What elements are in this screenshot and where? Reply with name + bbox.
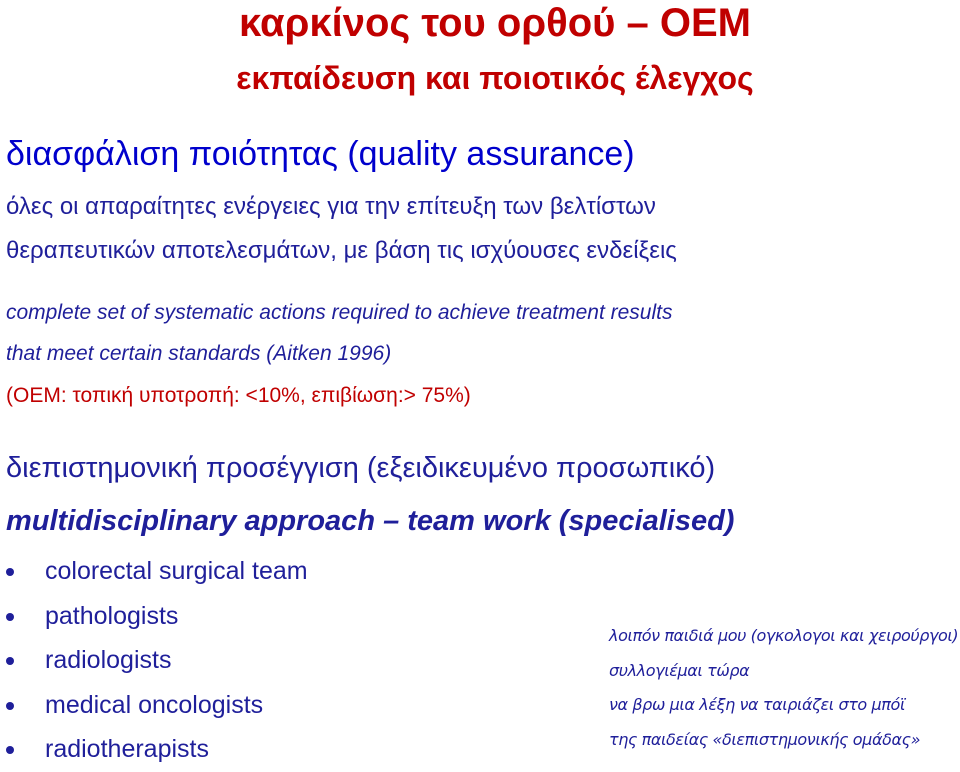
handwritten-note-line-4: της παιδείας «διεπιστημονικής ομάδας» bbox=[609, 730, 921, 749]
list-item bbox=[0, 549, 308, 594]
english-definition-line-2: that meet certain standards (Aitken 1996) bbox=[6, 342, 392, 365]
multidisciplinary-english-heading: multidisciplinary approach – team work (specialised) bbox=[6, 505, 735, 537]
list-item-label: medical oncologists bbox=[45, 690, 264, 719]
list-item-label: radiologists bbox=[45, 646, 172, 674]
handwritten-note-line-2: συλλογιέμαι τώρα bbox=[609, 661, 750, 680]
slide-subtitle: εκπαίδευση και ποιοτικός έλεγχος bbox=[236, 60, 754, 96]
list-item-label: pathologists bbox=[45, 601, 179, 630]
bullet-icon bbox=[6, 568, 14, 576]
bullet-icon bbox=[6, 702, 14, 710]
list-item bbox=[0, 683, 308, 728]
bullet-icon bbox=[6, 746, 14, 754]
slide-title: καρκίνος του ορθού – ΟΕΜ bbox=[239, 1, 751, 45]
list-item-label: radiotherapists bbox=[45, 735, 209, 763]
greek-definition-line-2: θεραπευτικών αποτελεσμάτων, με βάση τις ισχύουσες ενδείξεις bbox=[6, 237, 677, 264]
list-item bbox=[0, 727, 308, 772]
oem-stats-line: (ΟΕΜ: τοπική υποτροπή: <10%, επιβίωση:> 75%) bbox=[6, 384, 471, 407]
team-list bbox=[0, 549, 308, 772]
multidisciplinary-greek-heading: διεπιστημονική προσέγγιση (εξειδικευμένο προσωπικό) bbox=[6, 452, 716, 484]
handwritten-note-line-3: να βρω μια λέξη να ταιριάζει στο μπόϊ bbox=[609, 695, 905, 714]
bullet-icon bbox=[6, 657, 14, 665]
list-item bbox=[0, 594, 308, 639]
quality-assurance-heading: διασφάλιση ποιότητας (quality assurance) bbox=[6, 135, 635, 173]
handwritten-note-line-1: λοιπόν παιδιά μου (ογκολογοι και χειρούργοι) bbox=[609, 626, 959, 645]
greek-definition-line-1: όλες οι απαραίτητες ενέργειες για την επίτευξη των βελτίστων bbox=[6, 193, 656, 220]
list-item-label: colorectal surgical team bbox=[45, 557, 308, 585]
list-item bbox=[0, 638, 308, 683]
english-definition-line-1: complete set of systematic actions required to achieve treatment results bbox=[6, 301, 673, 324]
bullet-icon bbox=[6, 613, 14, 621]
